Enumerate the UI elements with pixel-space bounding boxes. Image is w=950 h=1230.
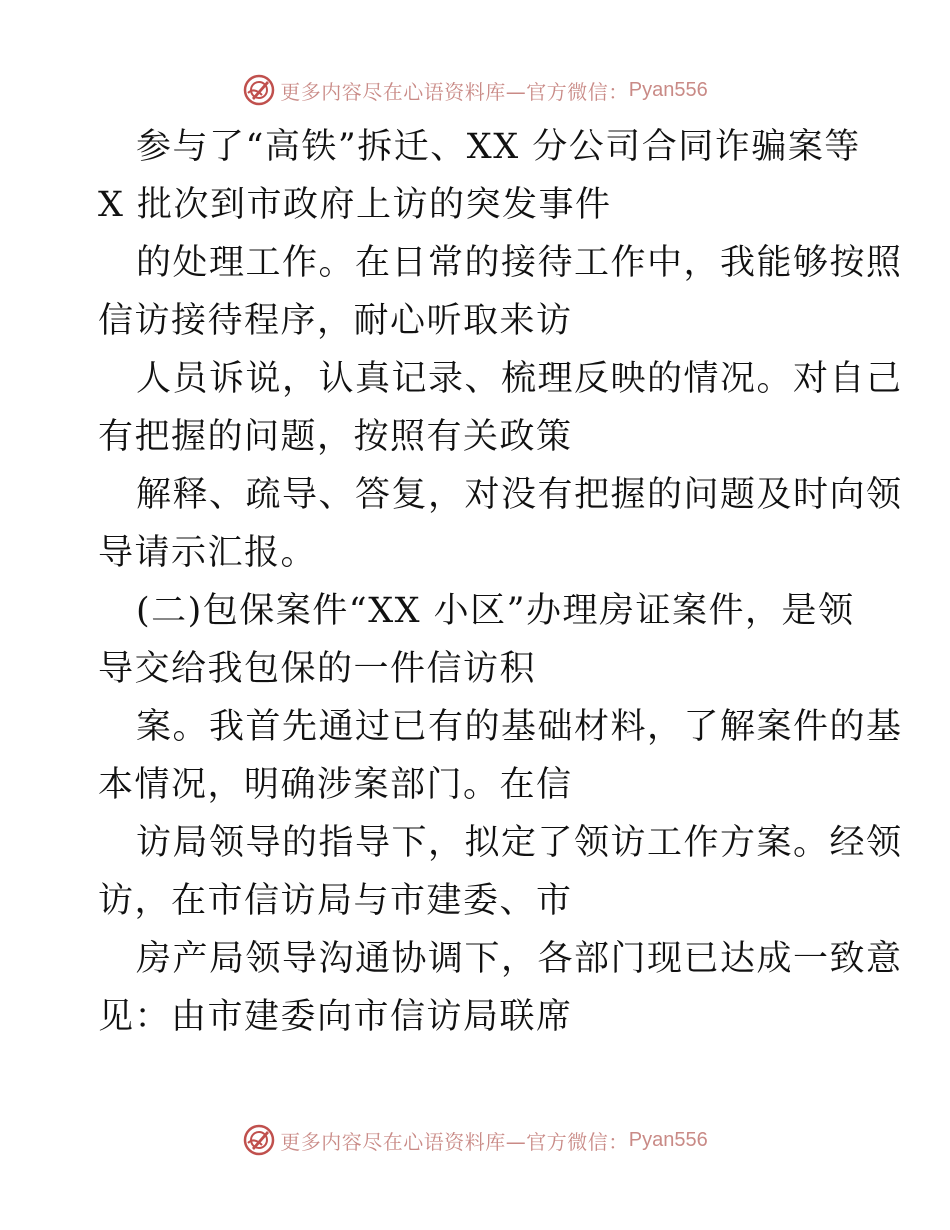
text-line: 本情况，明确涉案部门。在信: [98, 765, 573, 805]
text-line: 人员诉说，认真记录、梳理反映的情况。对自己: [136, 359, 903, 399]
header-watermark: [0, 70, 950, 110]
text-line: 信访接待程序，耐心听取来访: [98, 301, 573, 341]
watermark-text: 更多内容尽在心语资料库—官方微信：: [280, 79, 629, 104]
text-line: 有把握的问题，按照有关政策: [98, 417, 573, 457]
logo-icon: [242, 73, 276, 107]
text-line: (二)包保案件“XX 小区”办理房证案件，是领: [136, 591, 855, 631]
text-line: 见：由市建委向市信访局联席: [98, 997, 573, 1037]
text-line: 的处理工作。在日常的接待工作中，我能够按照: [136, 243, 903, 283]
footer-watermark: [0, 1120, 950, 1160]
watermark-text: 更多内容尽在心语资料库—官方微信：: [280, 1129, 629, 1154]
watermark-id: Pyan556: [628, 78, 708, 101]
text-line: 解释、疏导、答复，对没有把握的问题及时向领: [136, 475, 903, 515]
document-body: [98, 118, 903, 1046]
watermark-id: Pyan556: [628, 1128, 708, 1151]
logo-icon: [242, 1123, 276, 1157]
text-line: 访局领导的指导下，拟定了领访工作方案。经领: [136, 823, 903, 863]
text-line: 参与了“高铁”拆迁、XX 分公司合同诈骗案等: [136, 127, 861, 167]
text-line: 导交给我包保的一件信访积: [98, 649, 537, 689]
text-line: 房产局领导沟通协调下，各部门现已达成一致意: [136, 939, 903, 979]
text-line: X 批次到市政府上访的突发事件: [98, 185, 612, 225]
text-line: 访，在市信访局与市建委、市: [98, 881, 573, 921]
text-line: 案。我首先通过已有的基础材料，了解案件的基: [136, 707, 903, 747]
text-line: 导请示汇报。: [98, 533, 318, 573]
